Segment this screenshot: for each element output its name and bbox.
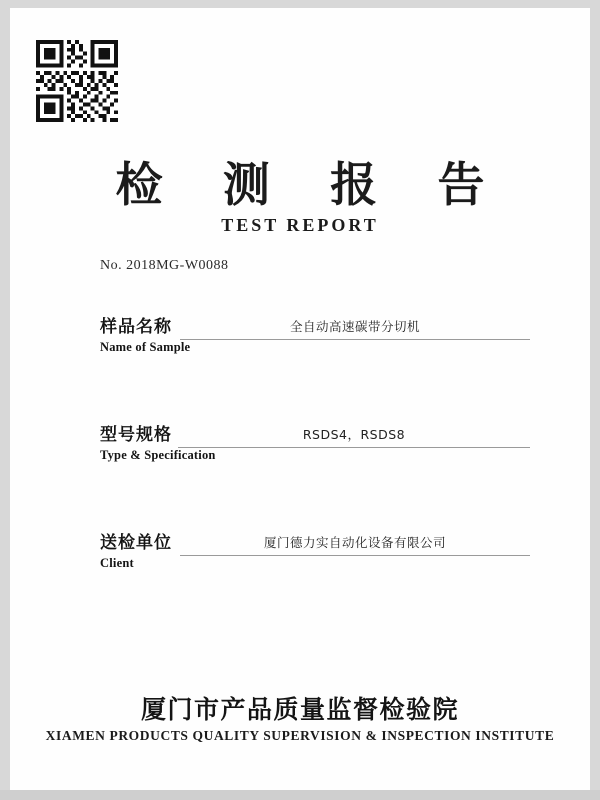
field-type-specification bbox=[100, 424, 530, 476]
report-title-en: TEST REPORT bbox=[221, 215, 379, 235]
report-number: No. 2018MG-W0088 bbox=[100, 258, 229, 273]
field-label-en: Type & Specification bbox=[100, 448, 216, 462]
field-name-of-sample bbox=[100, 316, 530, 368]
field-value: RSDS4，RSDS8 bbox=[302, 427, 406, 442]
field-label-cn: 样品名称 bbox=[100, 317, 172, 337]
page-edge-left bbox=[0, 0, 10, 800]
field-value: 全自动高速碳带分切机 bbox=[289, 319, 420, 334]
field-value-line bbox=[178, 424, 530, 448]
field-value-line bbox=[180, 316, 530, 340]
page-edge-right bbox=[590, 0, 600, 800]
field-label-en: Name of Sample bbox=[100, 340, 191, 354]
issuing-organization-en: XIAMEN PRODUCTS QUALITY SUPERVISION & INSPECTION INSTITUTE bbox=[45, 728, 555, 743]
field-client bbox=[100, 532, 530, 584]
page-edge-bottom bbox=[0, 790, 600, 800]
field-label-en: Client bbox=[100, 556, 134, 570]
field-label-cn: 送检单位 bbox=[100, 533, 172, 553]
report-title-cn: 检 测 报 告 bbox=[115, 158, 507, 213]
field-value-line bbox=[180, 532, 530, 556]
page-edge-top bbox=[0, 0, 600, 8]
field-label-cn: 型号规格 bbox=[100, 425, 172, 445]
qr-code-icon bbox=[36, 40, 118, 122]
field-value: 厦门德力实自动化设备有限公司 bbox=[263, 535, 446, 550]
issuing-organization-cn: 厦门市产品质量监督检验院 bbox=[140, 695, 459, 724]
